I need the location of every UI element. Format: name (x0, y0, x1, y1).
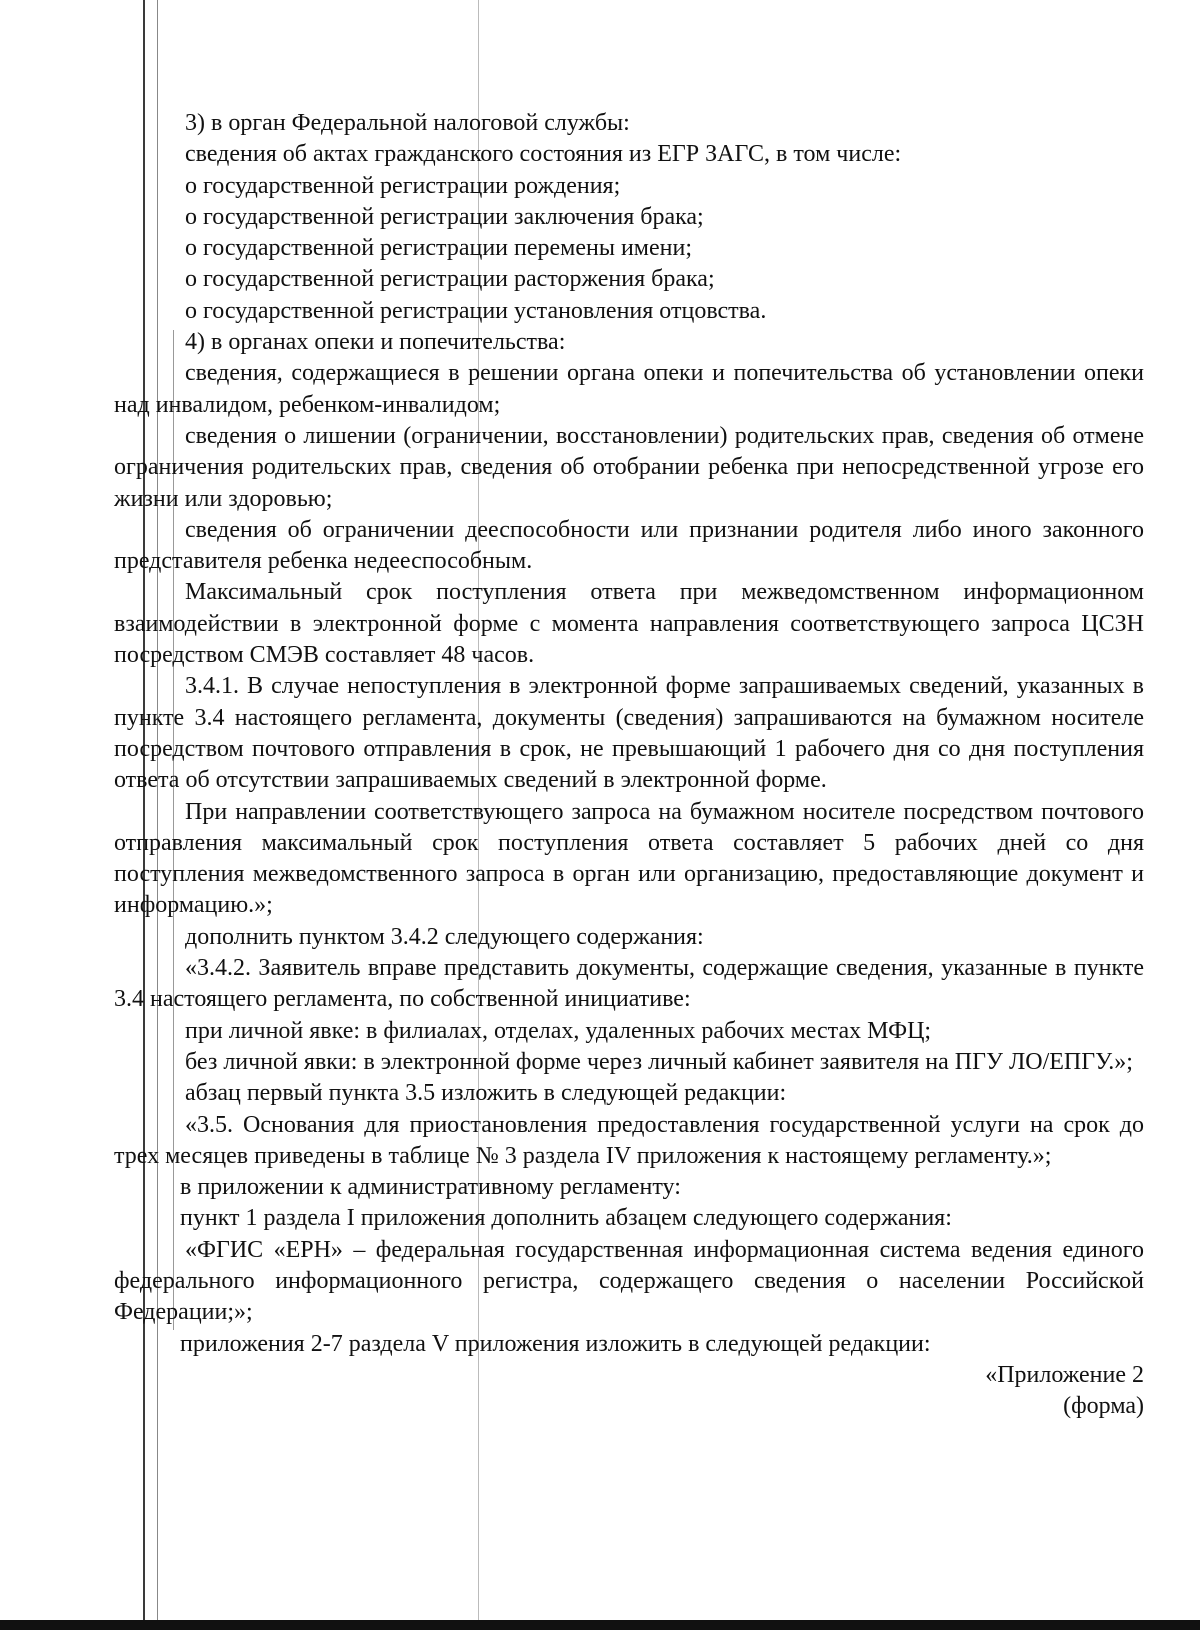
appendix-label: «Приложение 2 (985, 1361, 1144, 1388)
paragraph: «ФГИС «ЕРН» – федеральная государственная информационная система ведения единого федерального информационного регистра, содержащего сведения о населении Российской Федерации;»; (114, 1236, 1144, 1326)
document-page (114, 108, 1144, 1422)
paragraph: при личной явке: в филиалах, отделах, удаленных рабочих местах МФЦ; (185, 1017, 932, 1044)
paragraph: пункт 1 раздела I приложения дополнить абзацем следующего содержания: (180, 1205, 952, 1232)
paragraph: о государственной регистрации перемены имени; (185, 235, 692, 262)
paragraph: При направлении соответствующего запроса на бумажном носителе посредством почтового отправления максимальный срок поступления ответа составляет 5 рабочих дней со дня поступления межведомственного запроса в орган или организацию, предоставляющие документ и информацию.»; (114, 798, 1144, 919)
paragraph: о государственной регистрации рождения; (185, 172, 621, 199)
paragraph: о государственной регистрации заключения брака; (185, 203, 704, 230)
paragraph: Максимальный срок поступления ответа при межведомственном информационном взаимодействии в электронной форме с момента направления соответствующего запроса ЦСЗН посредством СМЭВ составляет 48 часов. (114, 579, 1144, 669)
paragraph: сведения об актах гражданского состояния из ЕГР ЗАГС, в том числе: (185, 141, 902, 168)
document-body (114, 108, 1144, 1360)
paragraph: 3) в орган Федеральной налоговой службы: (185, 110, 630, 136)
paragraph: сведения, содержащиеся в решении органа опеки и попечительства об установлении опеки над инвалидом, ребенком-инвалидом; (114, 360, 1144, 418)
form-label: (форма) (1063, 1393, 1144, 1420)
paragraph: о государственной регистрации установления отцовства. (185, 297, 767, 324)
paragraph: приложения 2-7 раздела V приложения изложить в следующей редакции: (180, 1330, 931, 1357)
paragraph: сведения об ограничении дееспособности или признании родителя либо иного законного представителя ребенка недееспособным. (114, 516, 1144, 575)
paragraph: абзац первый пункта 3.5 изложить в следующей редакции: (185, 1080, 787, 1107)
paragraph: «3.4.2. Заявитель вправе представить документы, содержащие сведения, указанные в пункте 3.4 настоящего регламента, по собственной инициативе: (114, 955, 1144, 1013)
paragraph: 4) в органах опеки и попечительства: (185, 329, 566, 356)
scan-bottom-edge (0, 1620, 1200, 1630)
paragraph: о государственной регистрации расторжения брака; (185, 266, 715, 293)
paragraph: 3.4.1. В случае непоступления в электронной форме запрашиваемых сведений, указанных в пункте 3.4 настоящего регламента, документы (сведения) запрашиваются на бумажном носителе посредством почтового отправления в срок, не превышающий 1 рабочего дня со дня поступления ответа об отсутствии запрашиваемых сведений в электронной форме. (114, 673, 1144, 794)
paragraph: «3.5. Основания для приостановления предоставления государственной услуги на срок до трех месяцев приведены в таблице № 3 раздела IV приложения к настоящему регламенту.»; (114, 1111, 1144, 1169)
paragraph: в приложении к административному регламенту: (180, 1174, 681, 1201)
paragraph: дополнить пунктом 3.4.2 следующего содержания: (185, 923, 704, 950)
paragraph: без личной явки: в электронной форме через личный кабинет заявителя на ПГУ ЛО/ЕПГУ.»; (185, 1048, 1133, 1075)
paragraph: сведения о лишении (ограничении, восстановлении) родительских прав, сведения об отмене ограничения родительских прав, сведения об отобрании ребенка при непосредственной угрозе его жизни или здоровью; (114, 422, 1144, 512)
